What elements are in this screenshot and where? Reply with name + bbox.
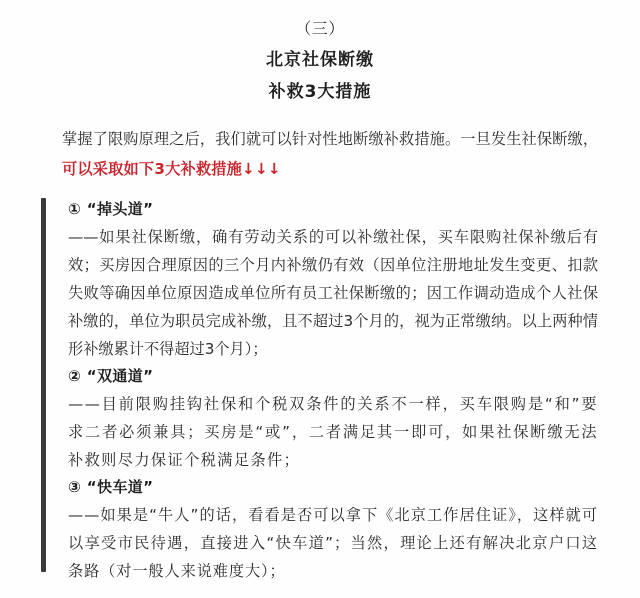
intro-text: 掌握了限购原理之后，我们就可以针对性地断缴补救措施。一旦发生社保断缴， — [62, 130, 598, 148]
measure-body-3: ——如果是“牛人”的话，看看是否可以拿下《北京工作居住证》，这样就可以享受市民待遇，直接进入“快车道”；当然，理论上还有解决北京户口这条路（对一般人来说难度大）； — [68, 506, 598, 580]
measure-heading-1: ① “掉头道” — [68, 200, 154, 218]
title-section-index: （三） — [295, 19, 345, 38]
document-body — [0, 124, 640, 184]
measures-list — [68, 196, 598, 585]
intro-emphasis-text: 可以采取如下3大补救措施↓↓↓ — [62, 160, 281, 178]
measure-body-2: ——目前限购挂钩社保和个税双条件的关系不一样，买车限购是“和”要求二者必须兼具；买房是“或”，二者满足其一即可，如果社保断缴无法补救则尽力保证个税满足条件； — [68, 395, 598, 469]
left-accent-bar — [41, 198, 46, 572]
measure-heading-2: ② “双通道” — [68, 367, 154, 385]
intro-paragraph — [62, 124, 598, 184]
measure-body-1: ——如果社保断缴，确有劳动关系的可以补缴社保，买车限购社保补缴后有效；买房因合理原因的三个月内补缴仍有效（因单位注册地址发生变更、扣款失败等确因单位原因造成单位所有员工社保断缴的；因工作调动造成个人社保补缴的，单位为职员完成补缴，且不超过3个月的，视为正常缴纳。以上两种情形补缴累计不得超过3个月）； — [68, 228, 598, 358]
page-title: 北京社保断缴 — [266, 50, 374, 70]
title-block — [0, 0, 640, 108]
measure-heading-3: ③ “快车道” — [68, 478, 154, 496]
page-subtitle: 补救3大措施 — [268, 82, 372, 102]
measure-item-2 — [68, 363, 598, 474]
measure-item-1 — [68, 196, 598, 363]
measure-item-3 — [68, 474, 598, 585]
